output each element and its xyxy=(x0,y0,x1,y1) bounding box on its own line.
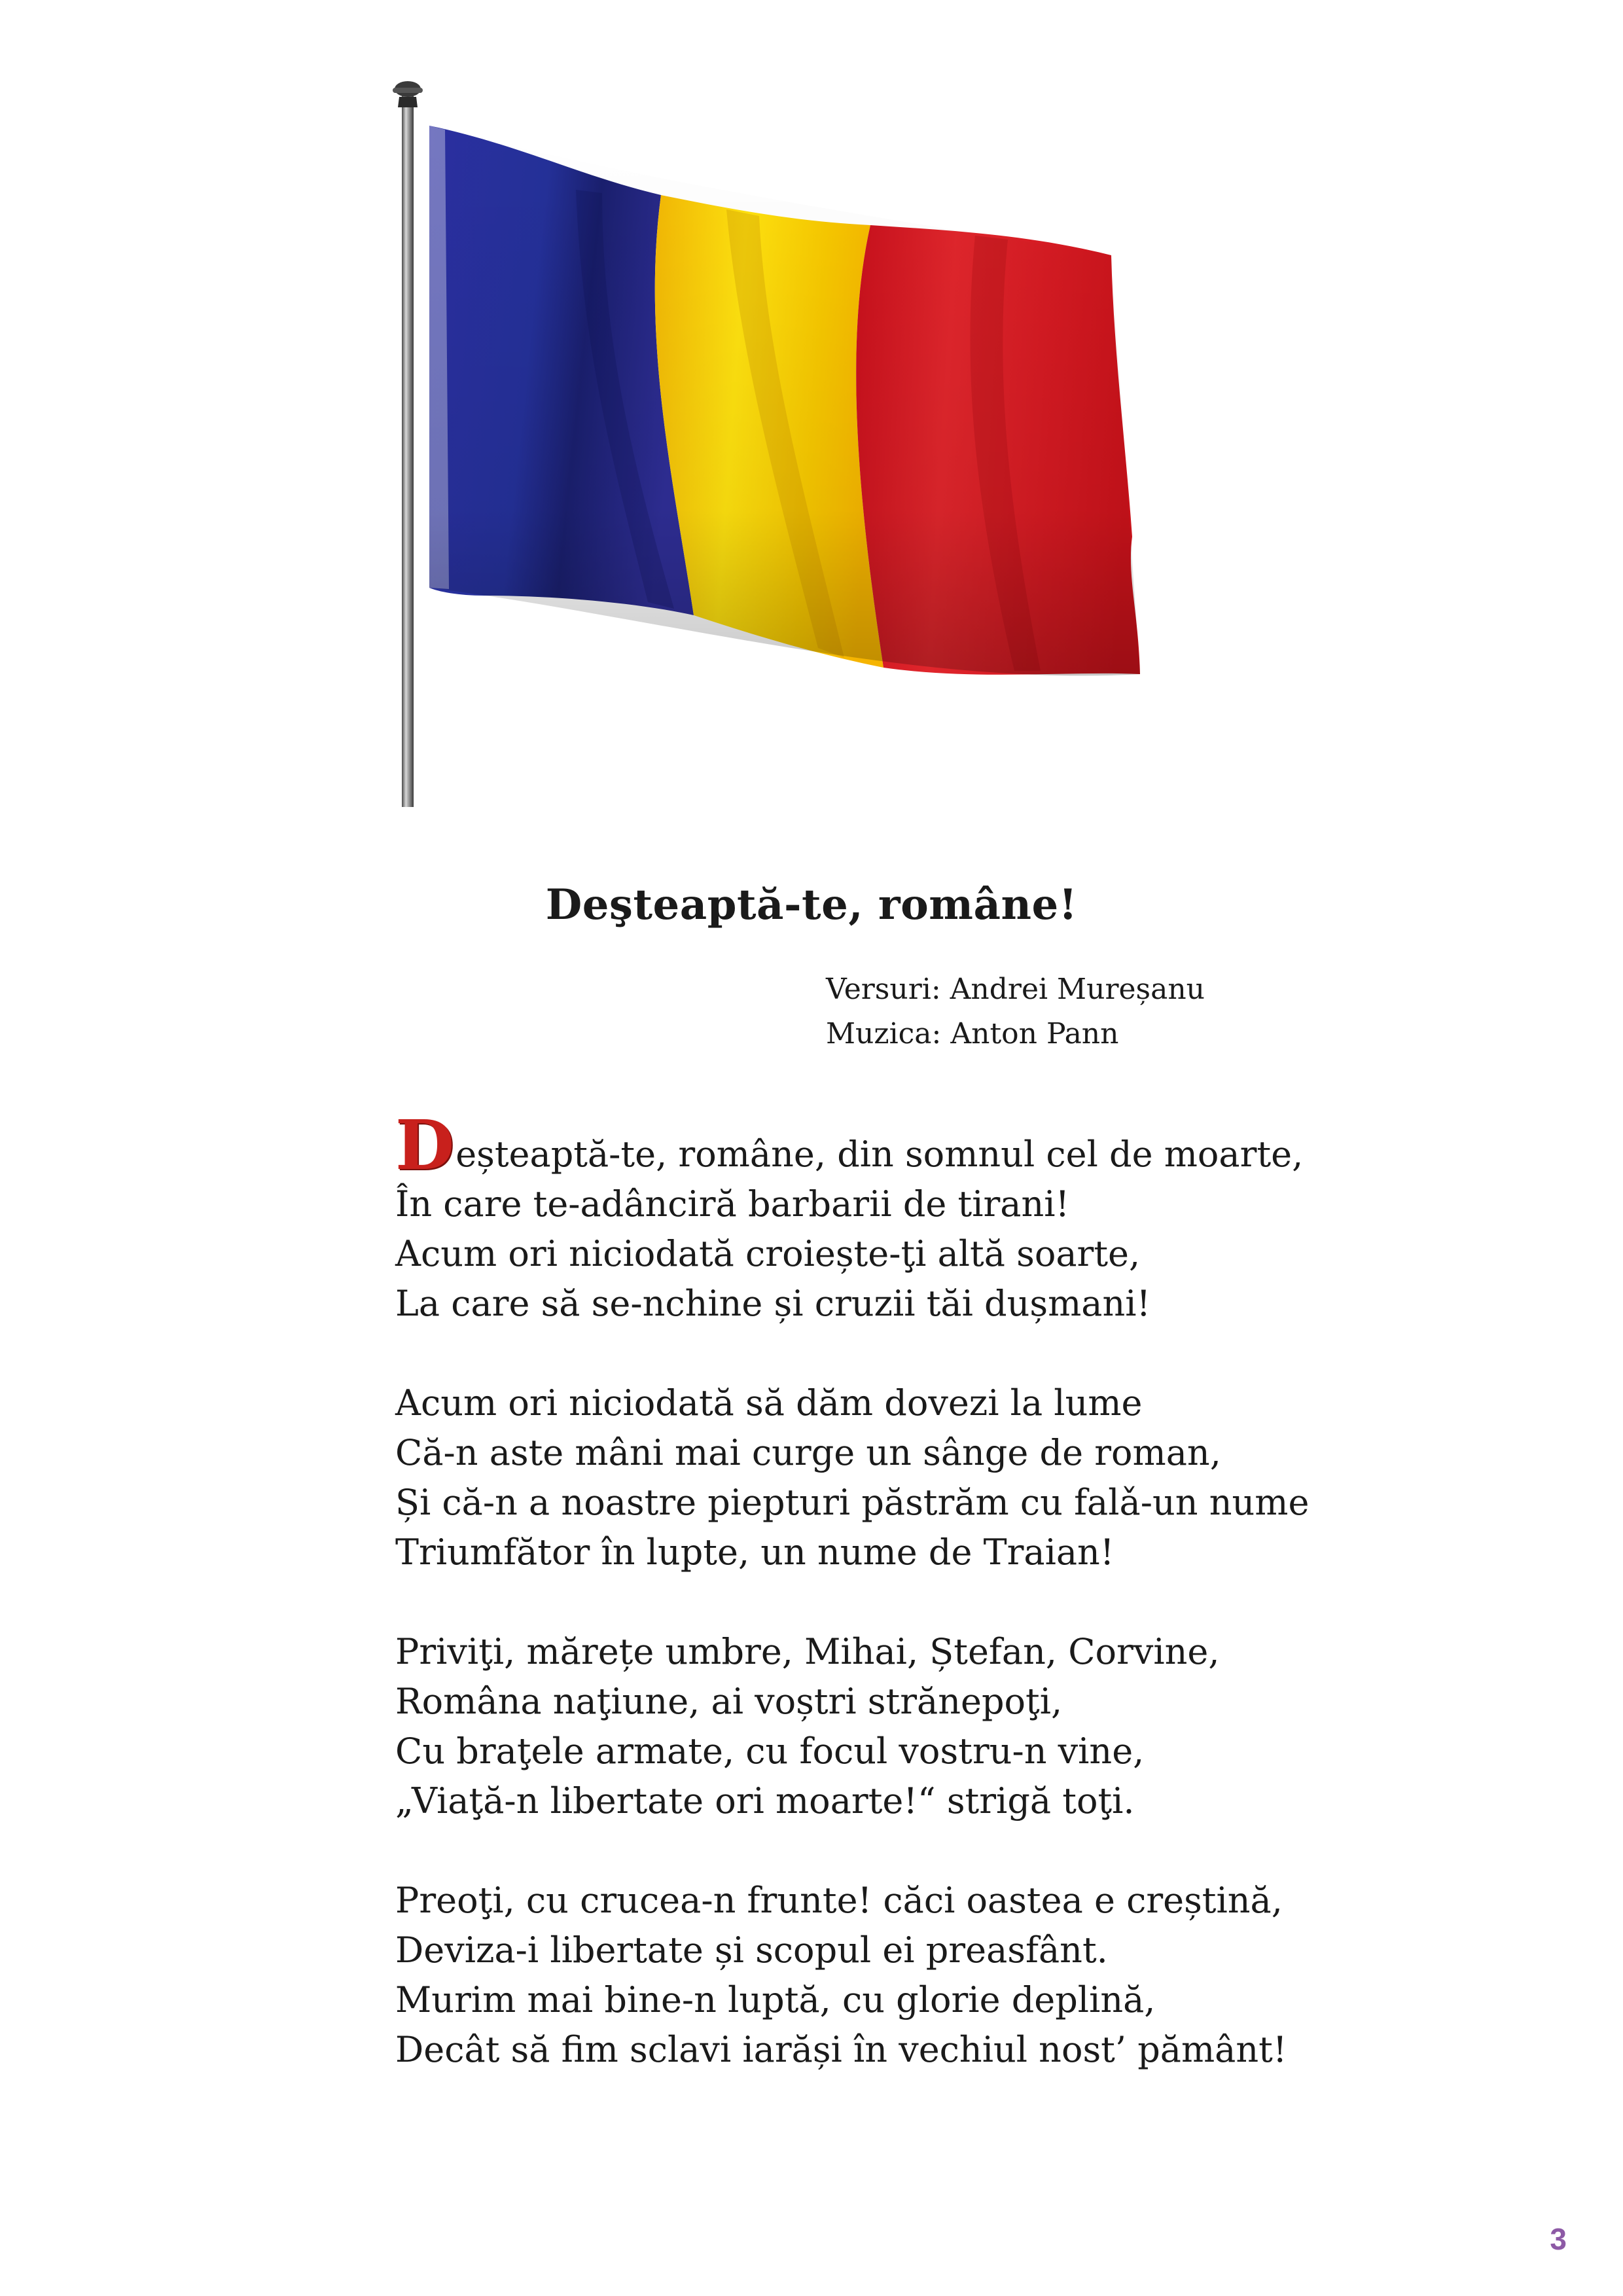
music-credit: Muzica: Anton Pann xyxy=(826,1017,1119,1050)
romanian-flag-icon xyxy=(386,79,1145,812)
poem-line: Deșteaptă-te, române, din somnul cel de moarte, xyxy=(395,1105,1304,1185)
poem-line: Deviza-i libertate și scopul ei preasfânt. xyxy=(395,1929,1108,1971)
flag-pole xyxy=(402,90,414,807)
poem-line: Româna naţiune, ai voștri strănepoţi, xyxy=(395,1681,1063,1722)
poem-stanza-3 xyxy=(395,1627,1309,1826)
poem-line: În care te-adânciră barbarii de tirani! xyxy=(395,1183,1070,1225)
poem-stanza-4 xyxy=(395,1876,1309,2075)
credits xyxy=(826,967,1205,1056)
poem-line: Cu braţele armate, cu focul vostru-n vine, xyxy=(395,1731,1145,1772)
poem-line: Acum ori niciodată să dăm dovezi la lume xyxy=(395,1382,1143,1424)
page-title: Deşteaptă-te, române! xyxy=(545,880,1078,929)
poem-line: Decât să fim sclavi iarăși în vechiul nost’ pământ! xyxy=(395,2029,1287,2070)
page-number: 3 xyxy=(1550,2222,1567,2256)
poem-line: La care să se-nchine și cruzii tăi dușmani! xyxy=(395,1283,1151,1324)
poem-line: „Viaţă-n libertate ori moarte!“ strigă toţi. xyxy=(395,1780,1135,1821)
poem-line: Preoţi, cu crucea-n frunte! căci oastea e creștină, xyxy=(395,1880,1283,1921)
poem-stanza-1 xyxy=(395,1105,1309,1329)
flag-illustration xyxy=(386,79,1145,812)
poem-line: Că-n aste mâni mai curge un sânge de roman, xyxy=(395,1432,1221,1473)
poem xyxy=(395,1105,1310,2125)
poem-line: Și că-n a noastre piepturi păstrăm cu falǎ-un nume xyxy=(395,1482,1310,1523)
poem-line: Priviţi, mărețe umbre, Mihai, Ștefan, Corvine, xyxy=(395,1631,1220,1672)
poem-line: Triumfător în lupte, un nume de Traian! xyxy=(395,1532,1115,1573)
poem-line: Murim mai bine-n luptă, cu glorie deplină, xyxy=(395,1979,1156,2020)
poem-line: Acum ori niciodată croiește-ţi altă soarte, xyxy=(395,1233,1141,1274)
drop-cap: D xyxy=(395,1105,455,1185)
lyrics-credit: Versuri: Andrei Mureșanu xyxy=(826,973,1205,1006)
poem-stanza-2 xyxy=(395,1378,1309,1577)
